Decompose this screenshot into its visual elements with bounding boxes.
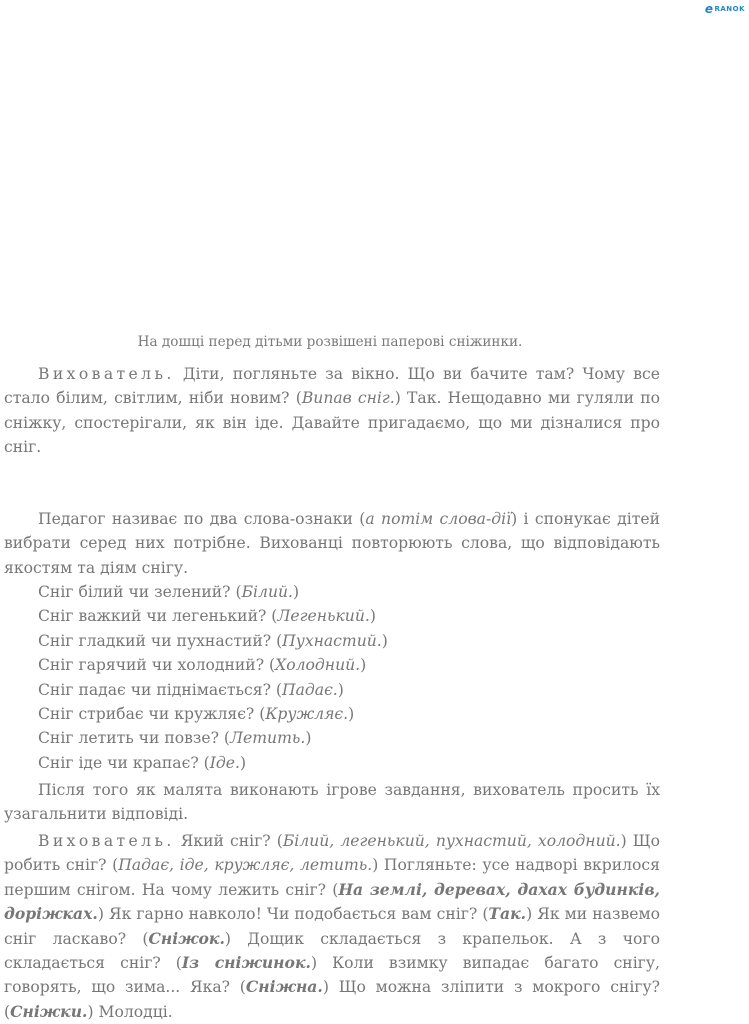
qa-line: Сніг стрибає чи кружляє? (Кружляє.)	[38, 705, 355, 724]
qa-line: Сніг гарячий чи холодний? (Холодний.)	[38, 656, 367, 675]
answer: Випав сніг.	[301, 389, 395, 408]
logo-e-icon: e	[704, 2, 714, 16]
qa-line: Сніг гладкий чи пухнастий? (Пухнастий.)	[38, 631, 388, 650]
qa-list	[4, 580, 660, 775]
speaker-label: Вихователь.	[38, 832, 175, 850]
paragraph-4: Вихователь. Який сніг? (Білий, легенький, пухнастий, холодний.) Що робить сніг? (Падає, іде, кружляє, летить.) Погляньте: усе надворі вкрилося першим снігом. На чому лежить сніг? (На землі, деревах, дахах будинків, доріжках.) Як гарно навколо! Чи подобається вам сніг? (Так.) Як ми назвемо сніг ласкаво? (Сніжок.) Дощик складається з крапельок. А з чого складається сніг? (Із сніжинок.) Коли взимку випадає багато снігу, говорять, що зима... Яка? (Сніжна.) Що можна зліпити з мокрого снігу? (Сніжки.) Молодці.	[4, 832, 661, 1021]
note: а потім слова-дії	[365, 510, 512, 528]
qa-line: Сніг важкий чи легенький? (Легенький.)	[38, 607, 376, 626]
qa-line: Сніг летить чи повзе? (Летить.)	[38, 729, 312, 748]
qa-line: Сніг іде чи крапає? (Іде.)	[38, 753, 247, 772]
publisher-logo	[705, 2, 745, 16]
logo-name: RANOK	[714, 5, 745, 13]
paragraph-1: Вихователь. Діти, погляньте за вікно. Що ви бачите там? Чому все стало білим, світлим, ніби новим? (Випав сніг.) Так. Нещодавно ми гуляли по сніжку, спостерігали, як він іде. Давайте пригадаємо, що ми дізналися про сніг.	[4, 365, 660, 457]
paragraph-2: Педагог називає по два слова-ознаки (а потім слова-дії) і спонукає дітей вибрати серед них потрібне. Вихованці повторюють слова, що відповідають якостям та діям снігу.	[4, 510, 660, 577]
paragraph-3: Після того як малята виконають ігрове завдання, вихователь просить їх узагальнити відповіді.	[4, 781, 660, 824]
speaker-label: Вихователь.	[38, 365, 175, 383]
qa-line: Сніг падає чи піднімається? (Падає.)	[38, 680, 344, 699]
qa-line: Сніг білий чи зелений? (Білий.)	[38, 583, 300, 601]
caption: На дошці перед дітьми розвішені паперові сніжинки.	[137, 334, 523, 350]
